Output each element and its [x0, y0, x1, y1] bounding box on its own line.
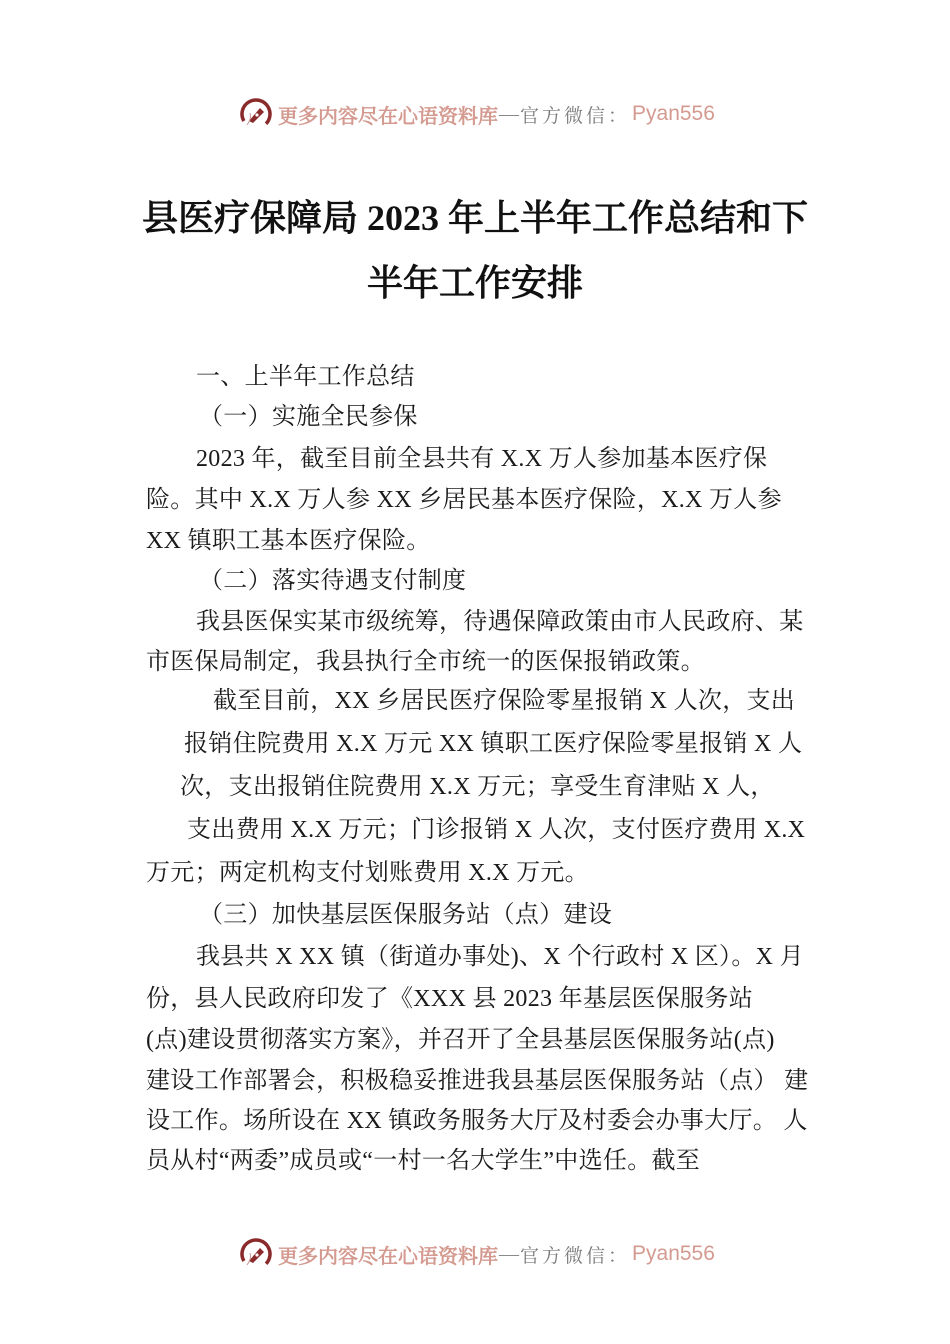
body-text-line: XX 镇职工基本医疗保险。 — [146, 528, 431, 554]
watermark-wechat-label: 官方微信： — [520, 104, 631, 127]
body-text-line: 报销住院费用 X.X 万元 XX 镇职工医疗保险零星报销 X 人 — [184, 731, 803, 757]
watermark-promo-text: 更多内容尽在心语资料库 — [278, 105, 498, 128]
body-text-line: 我县医保实某市级统筹，待遇保障政策由市人民政府、某 — [196, 609, 804, 635]
watermark-footer — [238, 1234, 738, 1274]
pen-nib-logo-icon — [238, 96, 274, 132]
watermark-promo-text: 更多内容尽在心语资料库 — [278, 1245, 498, 1268]
pen-nib-logo-icon — [238, 1236, 274, 1272]
document-title-line-1: 县医疗保障局 2023 年上半年工作总结和下 — [141, 198, 808, 238]
watermark-header — [238, 94, 738, 134]
body-text-line: 我县共 X XX 镇（街道办事处)、X 个行政村 X 区）。X 月 — [196, 944, 804, 970]
watermark-wechat-id: Pyan556 — [632, 102, 715, 125]
body-text-line: （二）落实待遇支付制度 — [199, 568, 467, 594]
body-text-line: 险。其中 X.X 万人参 XX 乡居民基本医疗保险，X.X 万人参 — [146, 487, 782, 513]
watermark-dash: — — [499, 1242, 519, 1265]
watermark-dash: — — [499, 102, 519, 125]
body-text-line: (点)建设贯彻落实方案》，并召开了全县基层医保服务站(点) — [146, 1027, 775, 1053]
body-text-line: 2023 年，截至目前全县共有 X.X 万人参加基本医疗保 — [196, 446, 768, 472]
watermark-wechat-id: Pyan556 — [632, 1242, 715, 1265]
body-text-line: 次，支出报销住院费用 X.X 万元；享受生育津贴 X 人， — [180, 774, 775, 800]
body-text-line: 建设工作部署会，积极稳妥推进我县基层医保服务站（点） 建 — [146, 1068, 809, 1094]
watermark-wechat-label: 官方微信： — [520, 1244, 631, 1267]
body-text-line: 截至目前，XX 乡居民医疗保险零星报销 X 人次，支出 — [213, 688, 796, 714]
body-text-line: 员从村“两委”成员或“一村一名大学生”中选任。截至 — [146, 1148, 701, 1174]
body-text-line: 万元；两定机构支付划账费用 X.X 万元。 — [146, 860, 589, 886]
body-text-line: 支出费用 X.X 万元；门诊报销 X 人次，支付医疗费用 X.X — [187, 817, 806, 843]
body-text-line: 份，县人民政府印发了《XXX 县 2023 年基层医保服务站 — [146, 986, 753, 1012]
body-text-line: 一、上半年工作总结 — [196, 364, 415, 390]
body-text-line: （一）实施全民参保 — [199, 404, 418, 430]
body-text-line: 市医保局制定，我县执行全市统一的医保报销政策。 — [146, 649, 705, 675]
body-text-line: 设工作。场所设在 XX 镇政务服务大厅及村委会办事大厅。 人 — [146, 1108, 808, 1134]
document-title-line-2: 半年工作安排 — [366, 263, 583, 303]
body-text-line: （三）加快基层医保服务站（点）建设 — [199, 902, 613, 928]
